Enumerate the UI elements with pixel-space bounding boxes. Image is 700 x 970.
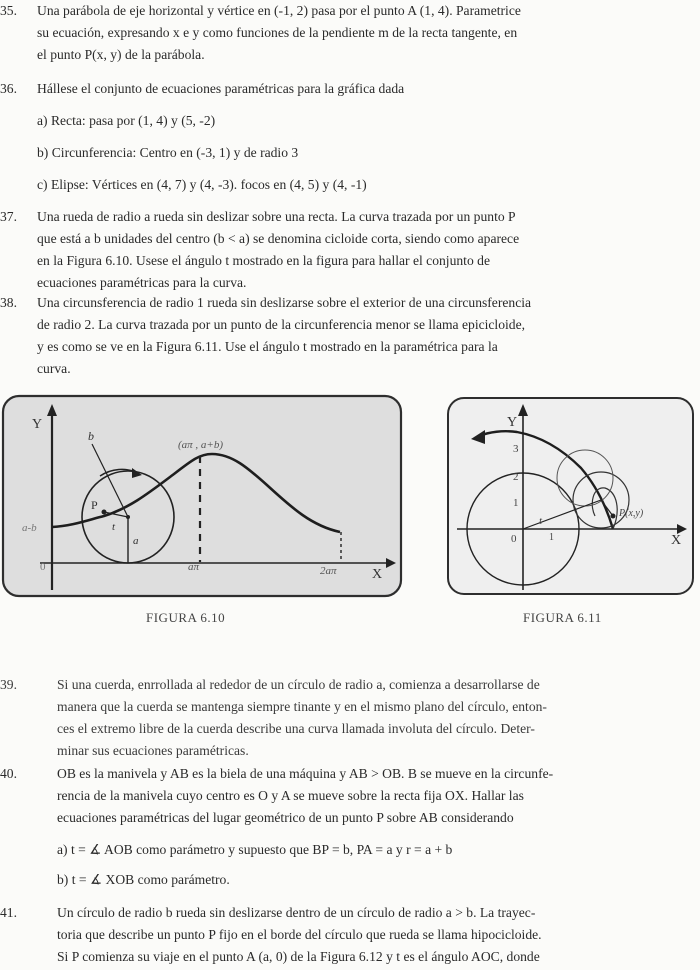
sub-item-b: b) t = ∡ XOB como parámetro. [57, 872, 230, 887]
caption-6-11: FIGURA 6.11 [523, 610, 602, 625]
label-p: P(x,y) [619, 508, 644, 519]
label-a-minus-b: a-b [22, 522, 37, 534]
label-y: Y [507, 415, 518, 430]
figure-6-10 [0, 392, 408, 608]
problem-text-line: y es como se ve en la Figura 6.11. Use el ángulo t mostrado en la paramétrica para la [37, 339, 498, 354]
label-api: aπ [188, 561, 200, 573]
problem-text-line: manera que la cuerda se mantenga siempre tinante y en el mismo plano del círculo, enton- [57, 699, 547, 714]
label-2api: 2aπ [320, 565, 337, 577]
sub-item-b: b) Circunferencia: Centro en (-3, 1) y de radio 3 [37, 145, 299, 160]
label-t: t [539, 515, 543, 527]
label-x: X [372, 567, 383, 582]
label-3: 3 [513, 443, 519, 455]
label-t: t [112, 521, 116, 533]
label-b: b [88, 429, 94, 443]
problem-number: 40. [0, 766, 17, 781]
problem-text-line: minar sus ecuaciones paramétricas. [57, 743, 249, 758]
label-0: 0 [511, 533, 517, 545]
problem-text-line: Si P comienza su viaje en el punto A (a, 0) de la Figura 6.12 y t es el ángulo AOC, donde [57, 949, 540, 964]
problem-text-line: ecuaciones paramétricas del lugar geométrico de un punto P sobre AB considerando [57, 810, 514, 825]
label-a: a [133, 535, 139, 547]
label-p: P [91, 498, 98, 512]
problem-text-line: ces el extremo libre de la cuerda describe una curva llamada involuta del círculo. Deter- [57, 721, 535, 736]
problem-text-line: OB es la manivela y AB es la biela de una máquina y AB > OB. B se mueve en la circunfe- [57, 766, 554, 781]
sub-item-c: c) Elipse: Vértices en (4, 7) y (4, -3). focos en (4, 5) y (4, -1) [37, 177, 367, 192]
point-p [102, 510, 107, 515]
figure-frame [448, 398, 693, 594]
figure-frame [3, 396, 401, 596]
problem-number: 36. [0, 81, 17, 96]
problem-text-line: Hállese el conjunto de ecuaciones paramétricas para la gráfica dada [37, 81, 405, 96]
problem-text-line: su ecuación, expresando x e y como funciones de la pendiente m de la recta tangente, en [37, 25, 518, 40]
label-x: X [671, 533, 682, 548]
problem-number: 39. [0, 677, 17, 692]
problem-text-line: toria que describe un punto P fijo en el borde del círculo que rueda se llama hipocicloide. [57, 927, 542, 942]
problem-text-line: curva. [37, 361, 71, 376]
wheel-center [126, 515, 130, 519]
label-y: Y [32, 417, 43, 432]
problem-number: 35. [0, 3, 17, 18]
label-1: 1 [513, 497, 519, 509]
problem-text-line: Si una cuerda, enrrollada al rededor de un círculo de radio a, comienza a desarrollarse de [57, 677, 540, 692]
label-peak: (aπ , a+b) [178, 439, 224, 451]
sub-item-a: a) Recta: pasa por (1, 4) y (5, -2) [37, 113, 216, 128]
problem-text-line: ecuaciones paramétricas para la curva. [37, 275, 247, 290]
problem-text-line: el punto P(x, y) de la parábola. [37, 47, 205, 62]
problem-text-line: en la Figura 6.10. Usese el ángulo t mostrado en la figura para hallar el conjunto de [37, 253, 490, 268]
sub-item-a: a) t = ∡ AOB como parámetro y supuesto que BP = b, PA = a y r = a + b [57, 842, 453, 857]
problem-text-line: rencia de la manivela cuyo centro es O y A se mueve sobre la recta fija OX. Hallar las [57, 788, 524, 803]
problem-text-line: Una parábola de eje horizontal y vértice en (-1, 2) pasa por el punto A (1, 4). Parametrice [37, 3, 521, 18]
label-origin: 0 [40, 561, 46, 573]
problem-text-line: de radio 2. La curva trazada por un punto de la circunferencia menor se llama epicicloide, [37, 317, 526, 332]
problem-number: 37. [0, 209, 17, 224]
problem-number: 41. [0, 905, 17, 920]
caption-6-10: FIGURA 6.10 [146, 610, 226, 625]
problem-text-line: Una rueda de radio a rueda sin deslizar sobre una recta. La curva trazada por un punto P [37, 209, 516, 224]
label-2: 2 [513, 471, 519, 483]
problem-text-line: Un círculo de radio b rueda sin deslizarse dentro de un círculo de radio a > b. La trayec- [57, 905, 536, 920]
problem-text-line: que está a b unidades del centro (b < a) se denomina cicloide corta, siendo como aparece [37, 231, 520, 246]
figure-6-11 [443, 392, 700, 608]
label-1b: 1 [549, 532, 554, 543]
problem-text-line: Una circunsferencia de radio 1 rueda sin deslizarse sobre el exterior de una circunsferencia [37, 295, 532, 310]
problem-number: 38. [0, 295, 17, 310]
point-p [611, 514, 616, 519]
